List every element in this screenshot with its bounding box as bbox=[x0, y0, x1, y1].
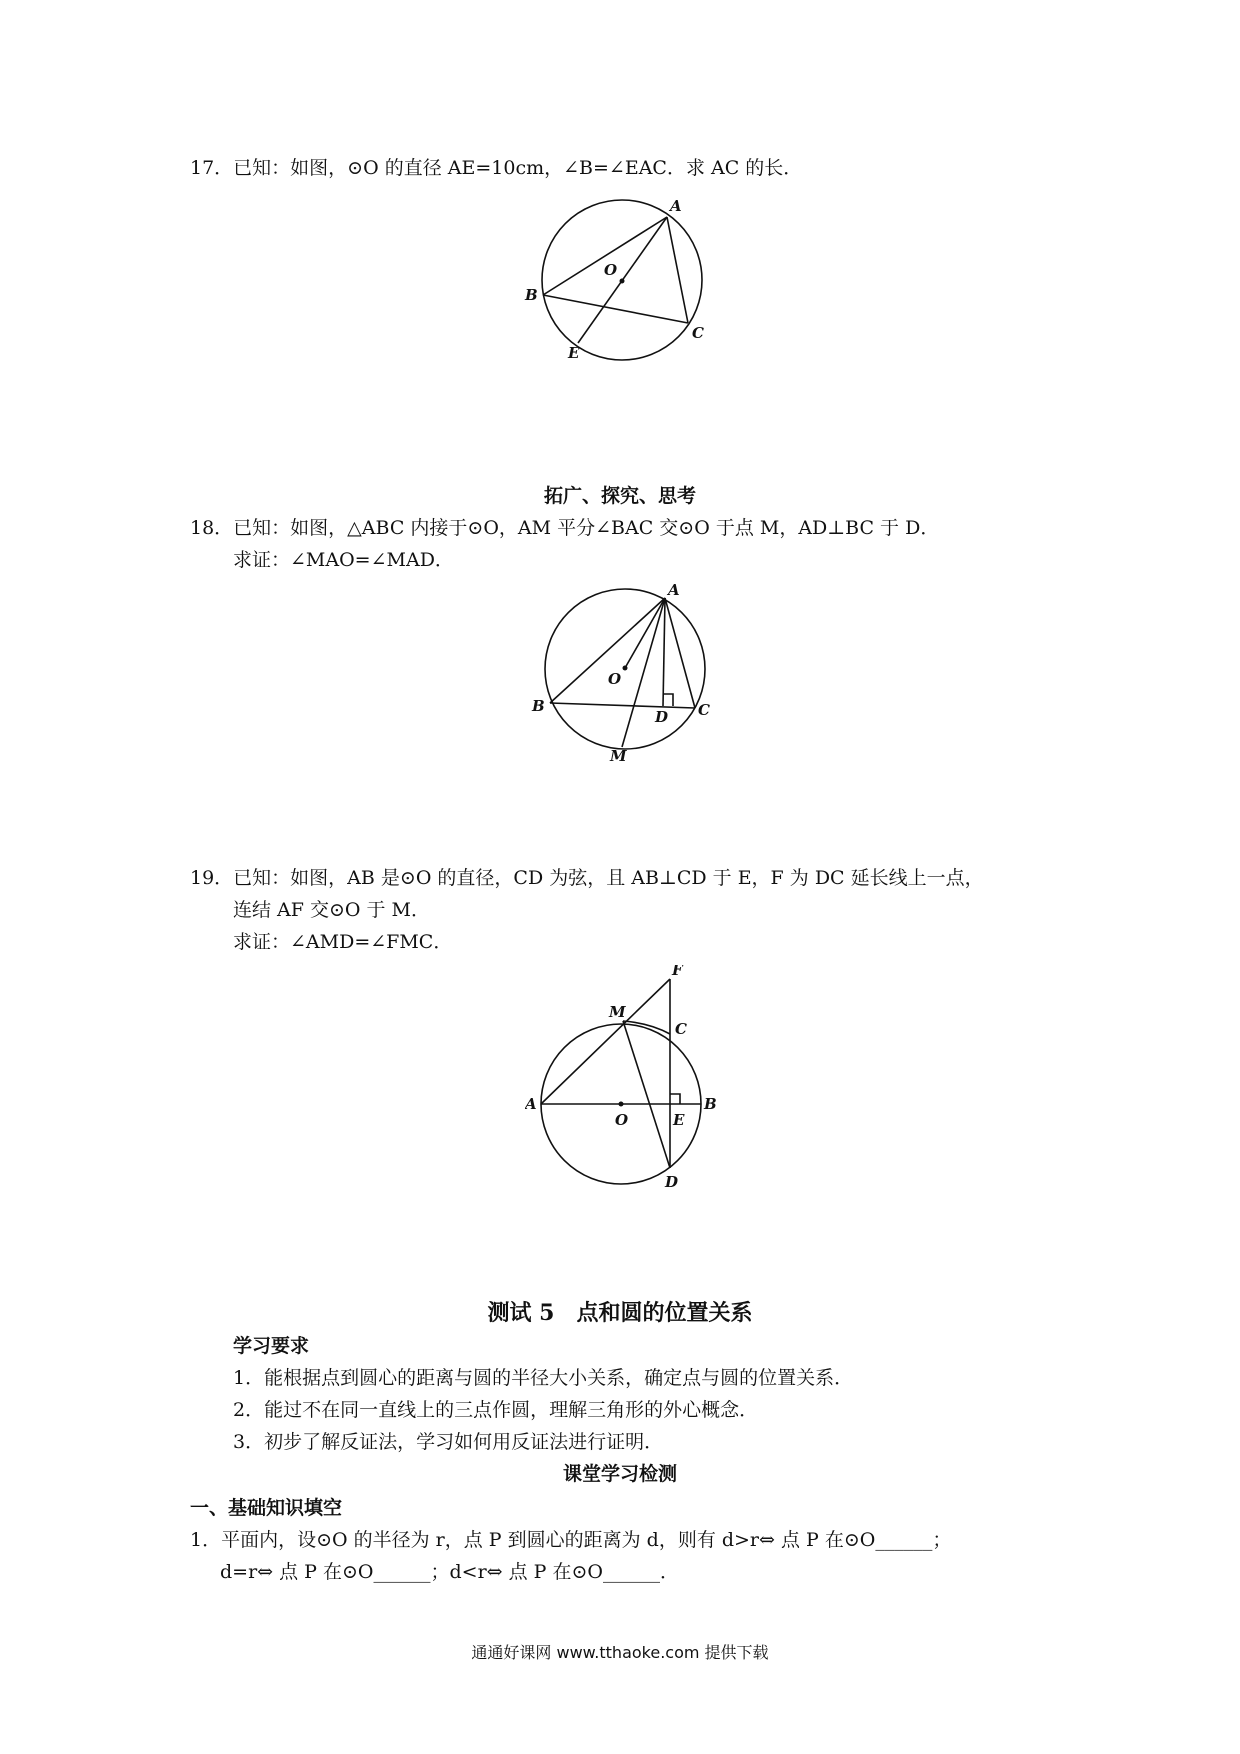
label-a: A bbox=[525, 1095, 537, 1113]
right-angle-mark bbox=[663, 694, 673, 706]
footer-text: 通通好课网 www.tthaoke.com 提供下载 bbox=[471, 1643, 769, 1662]
test5-requirements-heading: 学习要求 bbox=[233, 1335, 310, 1357]
label-b: B bbox=[525, 286, 538, 304]
label-d: D bbox=[665, 1173, 679, 1191]
figure-q18 bbox=[525, 578, 725, 768]
label-m: M bbox=[609, 1003, 626, 1021]
label-d: D bbox=[655, 708, 669, 726]
question-19-line3: 求证：∠AMD=∠FMC． bbox=[233, 931, 453, 953]
label-m: M bbox=[610, 747, 627, 765]
label-b: B bbox=[532, 697, 545, 715]
question-17-text: 17．已知：如图，⊙O 的直径 AE=10cm，∠B=∠EAC．求 AC 的长． bbox=[190, 157, 803, 179]
requirement-2: 2．能过不在同一直线上的三点作圆，理解三角形的外心概念． bbox=[233, 1399, 759, 1421]
center-point-o bbox=[619, 1102, 624, 1107]
center-point-o bbox=[620, 279, 625, 284]
figure-q17 bbox=[520, 195, 720, 365]
fill-question-1-line2: d=r⇔ 点 P 在⊙O______；d<r⇔ 点 P 在⊙O______． bbox=[220, 1561, 679, 1583]
label-c: C bbox=[692, 324, 704, 342]
label-a: A bbox=[670, 197, 682, 215]
requirement-3: 3．初步了解反证法，学习如何用反证法进行证明． bbox=[233, 1431, 664, 1453]
label-e: E bbox=[673, 1111, 685, 1129]
part1-heading: 一、基础知识填空 bbox=[190, 1497, 343, 1519]
chord-ac bbox=[665, 598, 695, 708]
question-19-line1: 19．已知：如图，AB 是⊙O 的直径，CD 为弦，且 AB⊥CD 于 E，F 为 DC 延长线上一点， bbox=[190, 867, 984, 889]
segment-af bbox=[541, 979, 670, 1104]
figure-q19 bbox=[525, 965, 735, 1195]
segment-md bbox=[623, 1021, 670, 1168]
right-angle-mark bbox=[670, 1094, 680, 1104]
label-f: F bbox=[672, 965, 683, 979]
label-o: O bbox=[608, 670, 622, 688]
label-o: O bbox=[604, 261, 618, 279]
label-a: A bbox=[668, 581, 680, 599]
requirement-1: 1．能根据点到圆心的距离与圆的半径大小关系，确定点与圆的位置关系． bbox=[233, 1367, 854, 1389]
question-18-line1: 18．已知：如图，△ABC 内接于⊙O，AM 平分∠BAC 交⊙O 于点 M，AD⊥BC 于 D． bbox=[190, 517, 940, 539]
class-test-heading: 课堂学习检测 bbox=[562, 1463, 677, 1485]
segment-ao bbox=[625, 598, 665, 668]
label-o: O bbox=[615, 1111, 629, 1129]
segment-ad bbox=[663, 598, 665, 706]
label-b: B bbox=[704, 1095, 717, 1113]
chord-ac bbox=[667, 217, 688, 323]
label-c: C bbox=[675, 1020, 687, 1038]
question-18-line2: 求证：∠MAO=∠MAD． bbox=[233, 549, 454, 571]
question-19-line2: 连结 AF 交⊙O 于 M． bbox=[233, 899, 431, 921]
label-c: C bbox=[698, 701, 710, 719]
fill-question-1-line1: 1．平面内，设⊙O 的半径为 r，点 P 到圆心的距离为 d，则有 d>r⇔ 点 P 在⊙O______； bbox=[190, 1529, 952, 1551]
label-e: E bbox=[568, 344, 580, 362]
center-point-o bbox=[623, 666, 628, 671]
test5-title: 测试 5 点和圆的位置关系 bbox=[487, 1300, 753, 1326]
chord-bc bbox=[543, 295, 688, 323]
section-heading-extend: 拓广、探究、思考 bbox=[543, 485, 696, 507]
